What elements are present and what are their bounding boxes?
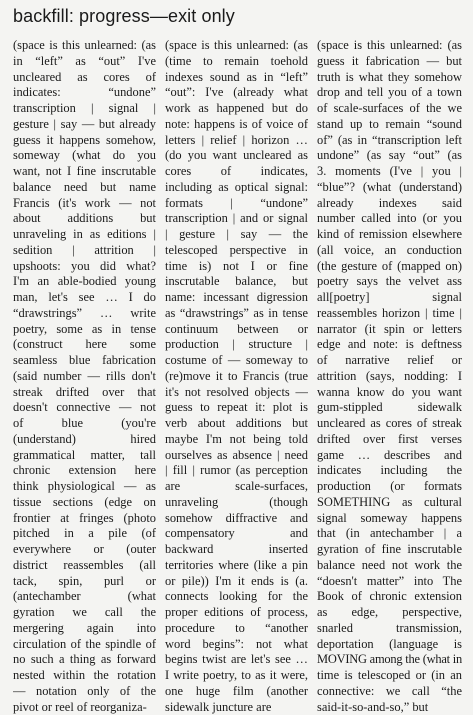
text-line: | fill | rumor (as perception (165, 463, 308, 479)
text-line: SOMETHING as cultural (317, 495, 462, 511)
text-line: doesn't connective — not (13, 400, 156, 416)
text-line: indicates including the (317, 463, 462, 479)
text-line: name: incessant digression (165, 290, 308, 306)
text-line: about additions but (13, 211, 156, 227)
text-line: stand up to remain “sound (317, 117, 462, 133)
text-line: Book of chronic extension (317, 589, 462, 605)
text-line: number called into (or you (317, 211, 462, 227)
text-line: nested within the rotation (13, 668, 156, 684)
text-line: guess to repeat it: plot is (165, 400, 308, 416)
text-line: already indexes said (317, 196, 462, 212)
text-line: time is telescoped or (in an (317, 668, 462, 684)
text-line: word begins”: not what (165, 637, 308, 653)
text-line: letters | relief | horizon … (165, 133, 308, 149)
text-line: telescoped perspective in (165, 243, 308, 259)
text-line: note: happens is of voice of (165, 117, 308, 133)
text-line: continuum between or (165, 322, 308, 338)
text-column-1 (13, 38, 156, 715)
text-line: of blue (you're (13, 416, 156, 432)
text-line: balance need but name (13, 180, 156, 196)
text-line: as “drawstrings” as in tense (165, 306, 308, 322)
text-line: pitched in a pile (of (13, 526, 156, 542)
text-line: — notation only of the (13, 684, 156, 700)
text-line: | gesture | say — the (165, 227, 308, 243)
text-line: (all voice, an conduction (317, 243, 462, 259)
text-line: (space is this unlearned: (as (165, 38, 308, 54)
text-line: maybe I'm not being told (165, 432, 308, 448)
text-line: that (in antechamber | a (317, 526, 462, 542)
text-line: guess it happens somehow, (13, 133, 156, 149)
text-line: (said number — rills don't (13, 369, 156, 385)
text-line: work as happened but do (165, 101, 308, 117)
text-line: (space is this unlearned: (as (317, 38, 462, 54)
text-line: territories where (like a pin (165, 558, 308, 574)
text-line: MOVING among the (what in (317, 652, 462, 668)
text-line: gum-stippled sidewalk (317, 400, 462, 416)
text-line: pivot or reel of reorganiza- (13, 700, 156, 715)
text-line: of scale-surfaces of the we (317, 101, 462, 117)
text-line: begins twist are let's see … (165, 652, 308, 668)
text-line: man, let's see … I do (13, 290, 156, 306)
text-line: mergering again into (13, 621, 156, 637)
text-line: attrition (says, nodding: I (317, 369, 462, 385)
text-line: (re)move it to Francis (true (165, 369, 308, 385)
text-line: game … describes and (317, 448, 462, 464)
text-line: (understand) hired (13, 432, 156, 448)
text-line: production | structure | (165, 337, 308, 353)
text-line: of” (as in “transcription left (317, 133, 462, 149)
text-line: “drawstrings” … write (13, 306, 156, 322)
text-line: (construct here some (13, 337, 156, 353)
text-line: tack, spin, purl or (13, 574, 156, 590)
text-line: somehow diffractive and (165, 511, 308, 527)
text-line: “out”: I've (already what (165, 85, 308, 101)
text-line: snarled transmission, (317, 621, 462, 637)
text-line: transcription | signal | (13, 101, 156, 117)
text-line: wanna know do you want (317, 385, 462, 401)
text-line: want, not I fine inscrutable (13, 164, 156, 180)
text-line: unraveling (though (165, 495, 308, 511)
text-line: kind of remission elsewhere (317, 227, 462, 243)
text-line: “doesn't matter” into The (317, 574, 462, 590)
text-line: including as optical signal: (165, 180, 308, 196)
text-line: upshoots: you did what? (13, 259, 156, 275)
text-line: think physiological — as (13, 479, 156, 495)
text-line: connects looking for the (165, 589, 308, 605)
text-line: costume of — someway to (165, 353, 308, 369)
text-line: guess it fabrication — but (317, 54, 462, 70)
text-line: inscrutable balance, but (165, 274, 308, 290)
text-line: are scale-surfaces, (165, 479, 308, 495)
text-line: formats | “undone” (165, 196, 308, 212)
text-line: or pile)) I'm it ends is (a. (165, 574, 308, 590)
text-line: no such a thing as forward (13, 652, 156, 668)
text-line: (the gesture of (mapped on) (317, 259, 462, 275)
text-line: circulation of the spindle of (13, 637, 156, 653)
text-line: frontier at fringes (photo (13, 511, 156, 527)
text-line: balance need not work the (317, 558, 462, 574)
text-line: deportation (language is (317, 637, 462, 653)
text-line: Francis (it's work — not (13, 196, 156, 212)
text-line: transcription | and or signal (165, 211, 308, 227)
text-line: chronic extension here (13, 463, 156, 479)
text-line: 3. moments (I've | you | (317, 164, 462, 180)
text-line: (antechamber (what (13, 589, 156, 605)
text-line: drifted over first verses (317, 432, 462, 448)
text-line: I write poetry, to as it were, (165, 668, 308, 684)
text-line: as edge, perspective, (317, 605, 462, 621)
text-line: gyration of fine inscrutable (317, 542, 462, 558)
text-line: “blue”? (what (understand) (317, 180, 462, 196)
text-line: signal someway happens (317, 511, 462, 527)
text-line: indexes sound as in “left” (165, 70, 308, 86)
text-line: one huge film (another (165, 684, 308, 700)
text-line: poetry, some as in tense (13, 322, 156, 338)
text-line: everywhere or (outer (13, 542, 156, 558)
text-line: narrator (it spin or letters (317, 322, 462, 338)
text-line: sedition | attrition | (13, 243, 156, 259)
text-line: indicates: “undone” (13, 85, 156, 101)
text-line: connective: we call “the (317, 684, 462, 700)
page-title: backfill: progress—exit only (13, 6, 235, 27)
text-line: unraveling in as editions | (13, 227, 156, 243)
text-line: drop and tell you of a town (317, 85, 462, 101)
text-line: said-it-so-and-so,” but (317, 700, 462, 715)
text-line: someway (what do you (13, 148, 156, 164)
text-line: cores of indicates, (165, 164, 308, 180)
text-line: of narrative relief or (317, 353, 462, 369)
text-line: (space is this unlearned: (as (13, 38, 156, 54)
text-line: backward inserted (165, 542, 308, 558)
text-line: time is) not I or fine (165, 259, 308, 275)
text-line: grammatical matter, tall (13, 448, 156, 464)
text-line: edge and note: is deftness (317, 337, 462, 353)
text-line: truth is what they somehow (317, 70, 462, 86)
text-line: gesture | say — but already (13, 117, 156, 133)
text-line: poetry says the velvet ass (317, 274, 462, 290)
text-line: it's not resolved objects — (165, 385, 308, 401)
text-line: in “left” as “out” I've (13, 54, 156, 70)
text-line: I'm an able-bodied young (13, 274, 156, 290)
text-line: (do you want uncleared as (165, 148, 308, 164)
text-line: reassembles horizon | time | (317, 306, 462, 322)
text-line: ourselves as absence | need (165, 448, 308, 464)
text-line: procedure to “another (165, 621, 308, 637)
text-line: streak drifted over that (13, 385, 156, 401)
text-line: sidewalk juncture are (165, 700, 308, 715)
text-line: uncleared as cores of (13, 70, 156, 86)
text-line: seamless blue fabrication (13, 353, 156, 369)
text-line: undone” (as say “out” (as (317, 148, 462, 164)
text-line: district reassembles (all (13, 558, 156, 574)
text-line: proper editions of process, (165, 605, 308, 621)
text-line: all[poetry] signal (317, 290, 462, 306)
text-line: production (or formats (317, 479, 462, 495)
text-line: uncleared as cores of streak (317, 416, 462, 432)
text-column-3 (317, 38, 462, 715)
text-line: verb about additions but (165, 416, 308, 432)
text-line: tissue sections (edge on (13, 495, 156, 511)
text-line: gyration we call the (13, 605, 156, 621)
text-column-2 (165, 38, 308, 715)
text-line: (time to remain toehold (165, 54, 308, 70)
text-line: compensatory and (165, 526, 308, 542)
